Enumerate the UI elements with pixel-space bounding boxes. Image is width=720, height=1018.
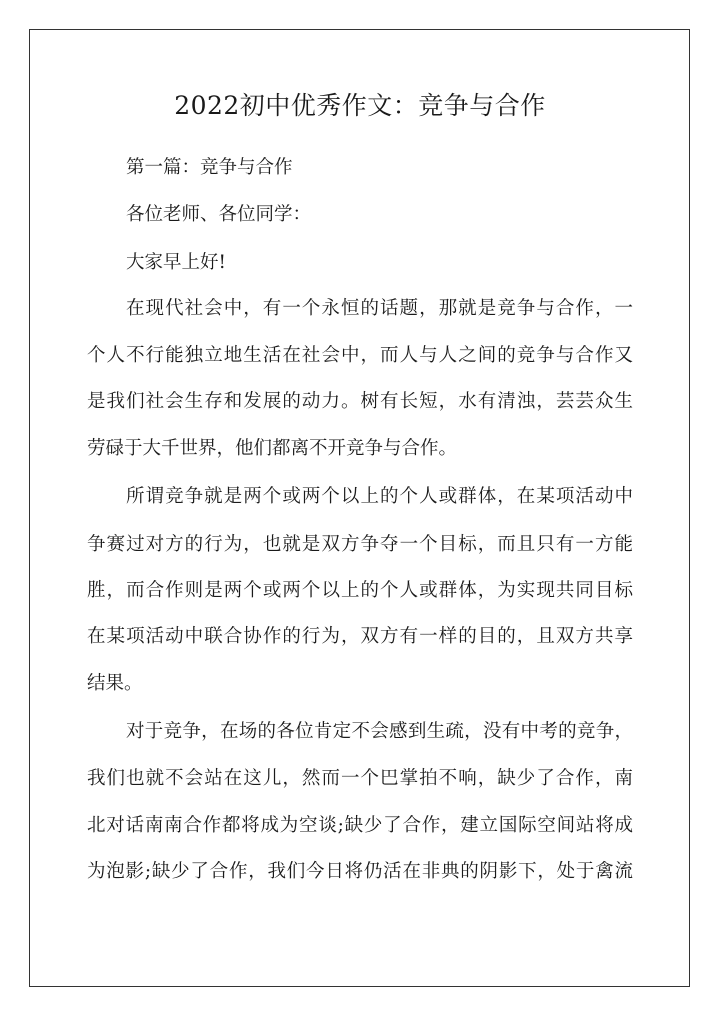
text-line: 在现代社会中，有一个永恒的话题，那就是竞争与合作，一 [126,298,633,319]
text-line: 北对话南南合作都将成为空谈;缺少了合作，建立国际空间站将成 [87,815,633,836]
text-line: 各位老师、各位同学： [126,204,312,225]
text-line: 是我们社会生存和发展的动力。树有长短，水有清浊，芸芸众生 [87,391,633,412]
text-line: 对于竞争，在场的各位肯定不会感到生疏，没有中考的竞争， [126,721,633,742]
text-line: 劳碌于大千世界，他们都离不开竞争与合作。 [87,438,458,459]
text-line: 我们也就不会站在这儿，然而一个巴掌拍不响，缺少了合作，南 [87,768,633,789]
text-line: 胜，而合作则是两个或两个以上的个人或群体，为实现共同目标 [87,580,633,601]
text-line: 在某项活动中联合协作的行为，双方有一样的目的，且双方共享 [87,626,633,647]
text-line: 为泡影;缺少了合作，我们今日将仍活在非典的阴影下，处于禽流 [87,861,633,882]
text-line: 所谓竞争就是两个或两个以上的个人或群体，在某项活动中 [126,486,633,507]
text-line: 大家早上好! [126,252,226,273]
text-line: 第一篇：竞争与合作 [126,157,293,178]
text-line: 个人不行能独立地生活在社会中，而人与人之间的竞争与合作又 [87,345,633,366]
text-line: 争赛过对方的行为，也就是双方争夺一个目标，而且只有一方能 [87,534,633,555]
document-title: 2022初中优秀作文：竞争与合作 [174,91,546,120]
text-line: 结果。 [87,673,143,694]
